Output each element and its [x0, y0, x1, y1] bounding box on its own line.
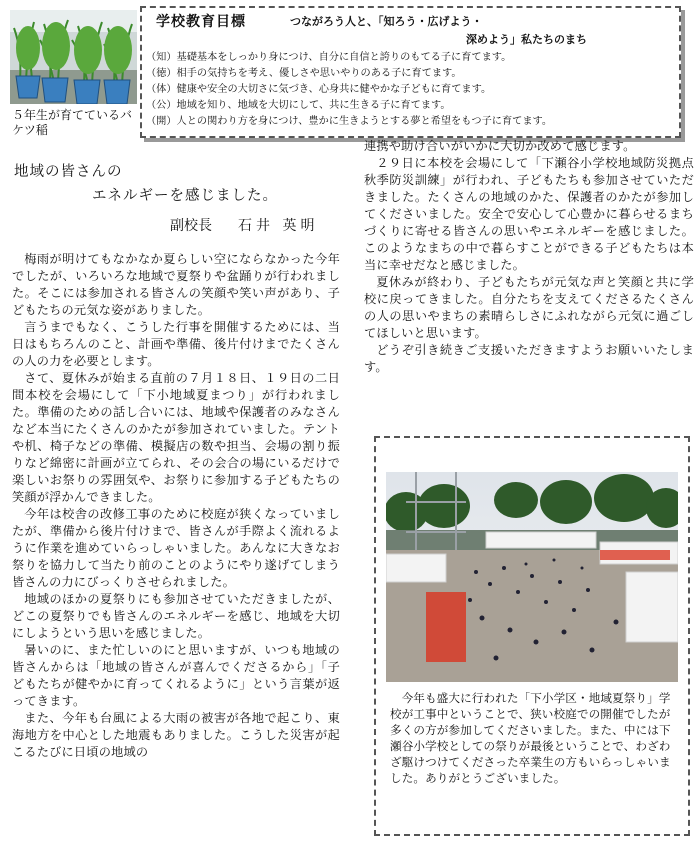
article-paragraph: 地域のほかの夏祭りにも参加させていただきましたが、どこの夏祭りでも皆さんのエネルギーを感じ、地域を大切にしようという思いを感じました。 — [12, 592, 340, 640]
article-paragraph: 言うまでもなく、こうした行事を開催するためには、当日はもちろんのこと、計画や準備、後片付けまでたくさんの人の力を必要とします。 — [12, 320, 340, 368]
bucket-rice-caption: ５年生が育てているバケツ稲 — [12, 108, 133, 137]
goal-knowledge: （知）基礎基本をしっかり身につけ、自分に自信と誇りのもてる子に育てます。 — [146, 52, 512, 63]
article-right-column — [364, 138, 694, 376]
goal-virtue: （徳）相手の気持ちを考え、優しさや思いやりのある子に育てます。 — [146, 68, 462, 79]
festival-caption — [390, 690, 678, 786]
article-paragraph: 夏休みが終わり、子どもたちが元気な声と笑顔と共に学校に戻ってきました。自分たちを支えてくださるたくさんの人の思いやまちの素晴らしさにふれながら元気に過ごしてほしいと思います。 — [364, 275, 694, 340]
author-name: 石井 英明 — [238, 218, 319, 234]
festival-photo-box — [374, 436, 690, 836]
article-paragraph: また、今年も台風による大雨の被害が各地で起こり、東海地方を中心とした地震もありました。こうした災害が起こるたびに日頃の地域の — [12, 711, 340, 759]
article-title-line1: 地域の皆さんの — [14, 164, 123, 180]
festival-crowd-illustration — [386, 472, 678, 682]
goal-community: （公）地域を知り、地域を大切にして、共に生きる子に育てます。 — [146, 100, 451, 111]
author-role: 副校長 — [170, 218, 212, 234]
article-left-column — [12, 251, 340, 761]
bucket-rice-photo — [10, 10, 137, 104]
school-goals-box — [140, 6, 681, 138]
article-paragraph: さて、夏休みが始まる直前の７月１８日、１９日の二日間本校を会場にして「下小地域夏まつり」が行われました。準備のための話し合いには、地域や保護者のみなさんなど本当にたくさんのかたが参加されていました。テントや机、椅子などの準備、模擬店の数や担当、会場の割り振りなど綿密に計画が立てられ、その会合の場にいるだけで楽しいお祭りの雰囲気や、お祭りに参加する子どもたちの笑顔が浮かんできました。 — [12, 371, 340, 504]
festival-caption-text: 今年も盛大に行われた「下小学区・地域夏祭り」学校が工事中ということで、狭い校庭での開催でしたが多くの方が参加してくださいました。また、中には下瀬谷小学校としての祭りが最後ということで、わざわざ駆けつけてくださった卒業生の方もいらっしゃいました。ありがとうございました。 — [390, 691, 671, 785]
article-paragraph: どうぞ引き続きご支援いただきますようお願いいたします。 — [364, 343, 694, 374]
article-title-line2: エネルギーを感じました。 — [92, 188, 278, 204]
article-paragraph: ２９日に本校を会場にして「下瀬谷小学校地域防災拠点秋季防災訓練」が行われ、子どもたちも参加させていただきました。たくさんの地域のかた、保護者のかたが参加してくださいました。安全で安心して心豊かに暮らせるまちづくりに寄せる皆さんの思いやエネルギーを感じました。このようなまちの中で暮らすことができる子どもたちは本当に幸せだなと感じました。 — [364, 156, 694, 272]
goal-health: （体）健康や安全の大切さに気づき、心身共に健やかな子どもに育てます。 — [146, 84, 492, 95]
goals-slogan-line2: 深めよう」私たちのまち — [466, 33, 587, 46]
goal-openness: （開）人との関わり方を身につけ、豊かに生きようとする夢と希望をもつ子に育てます。 — [146, 116, 553, 127]
festival-photo — [386, 472, 678, 682]
article-continuation: 連携や助け合いがいかに大切か改めて感じます。 — [364, 139, 636, 153]
article-paragraph: 梅雨が明けてもなかなか夏らしい空にならなかった今年でしたが、いろいろな地域で夏祭りや盆踊りが行われました。そこには参加される皆さんの笑顔や笑い声があり、子どもたちの元気な姿がありました。 — [12, 252, 340, 317]
article-paragraph: 暑いのに、また忙しいのにと思いますが、いつも地域の皆さんからは「地域の皆さんが喜んでくださるから」「子どもたちが健やかに育ってくれるように」という言葉が返ってきます。 — [12, 643, 340, 708]
goals-list — [146, 50, 552, 130]
bucket-rice-illustration — [10, 10, 137, 104]
goals-title: 学校教育目標 — [156, 14, 246, 30]
goals-slogan-line1: つながろう人と、「知ろう・広げよう・ — [290, 15, 483, 28]
article-byline — [170, 215, 318, 235]
article-paragraph: 今年は校舎の改修工事のために校庭が狭くなっていましたが、準備から後片付けまで、皆さんが手際よく流れるように作業を進めていらっしゃいました。あんなに大きなお祭りを協力して当たり前のことのようにやり遂げてしまう皆さんの力にびっくりさせられました。 — [12, 507, 340, 589]
